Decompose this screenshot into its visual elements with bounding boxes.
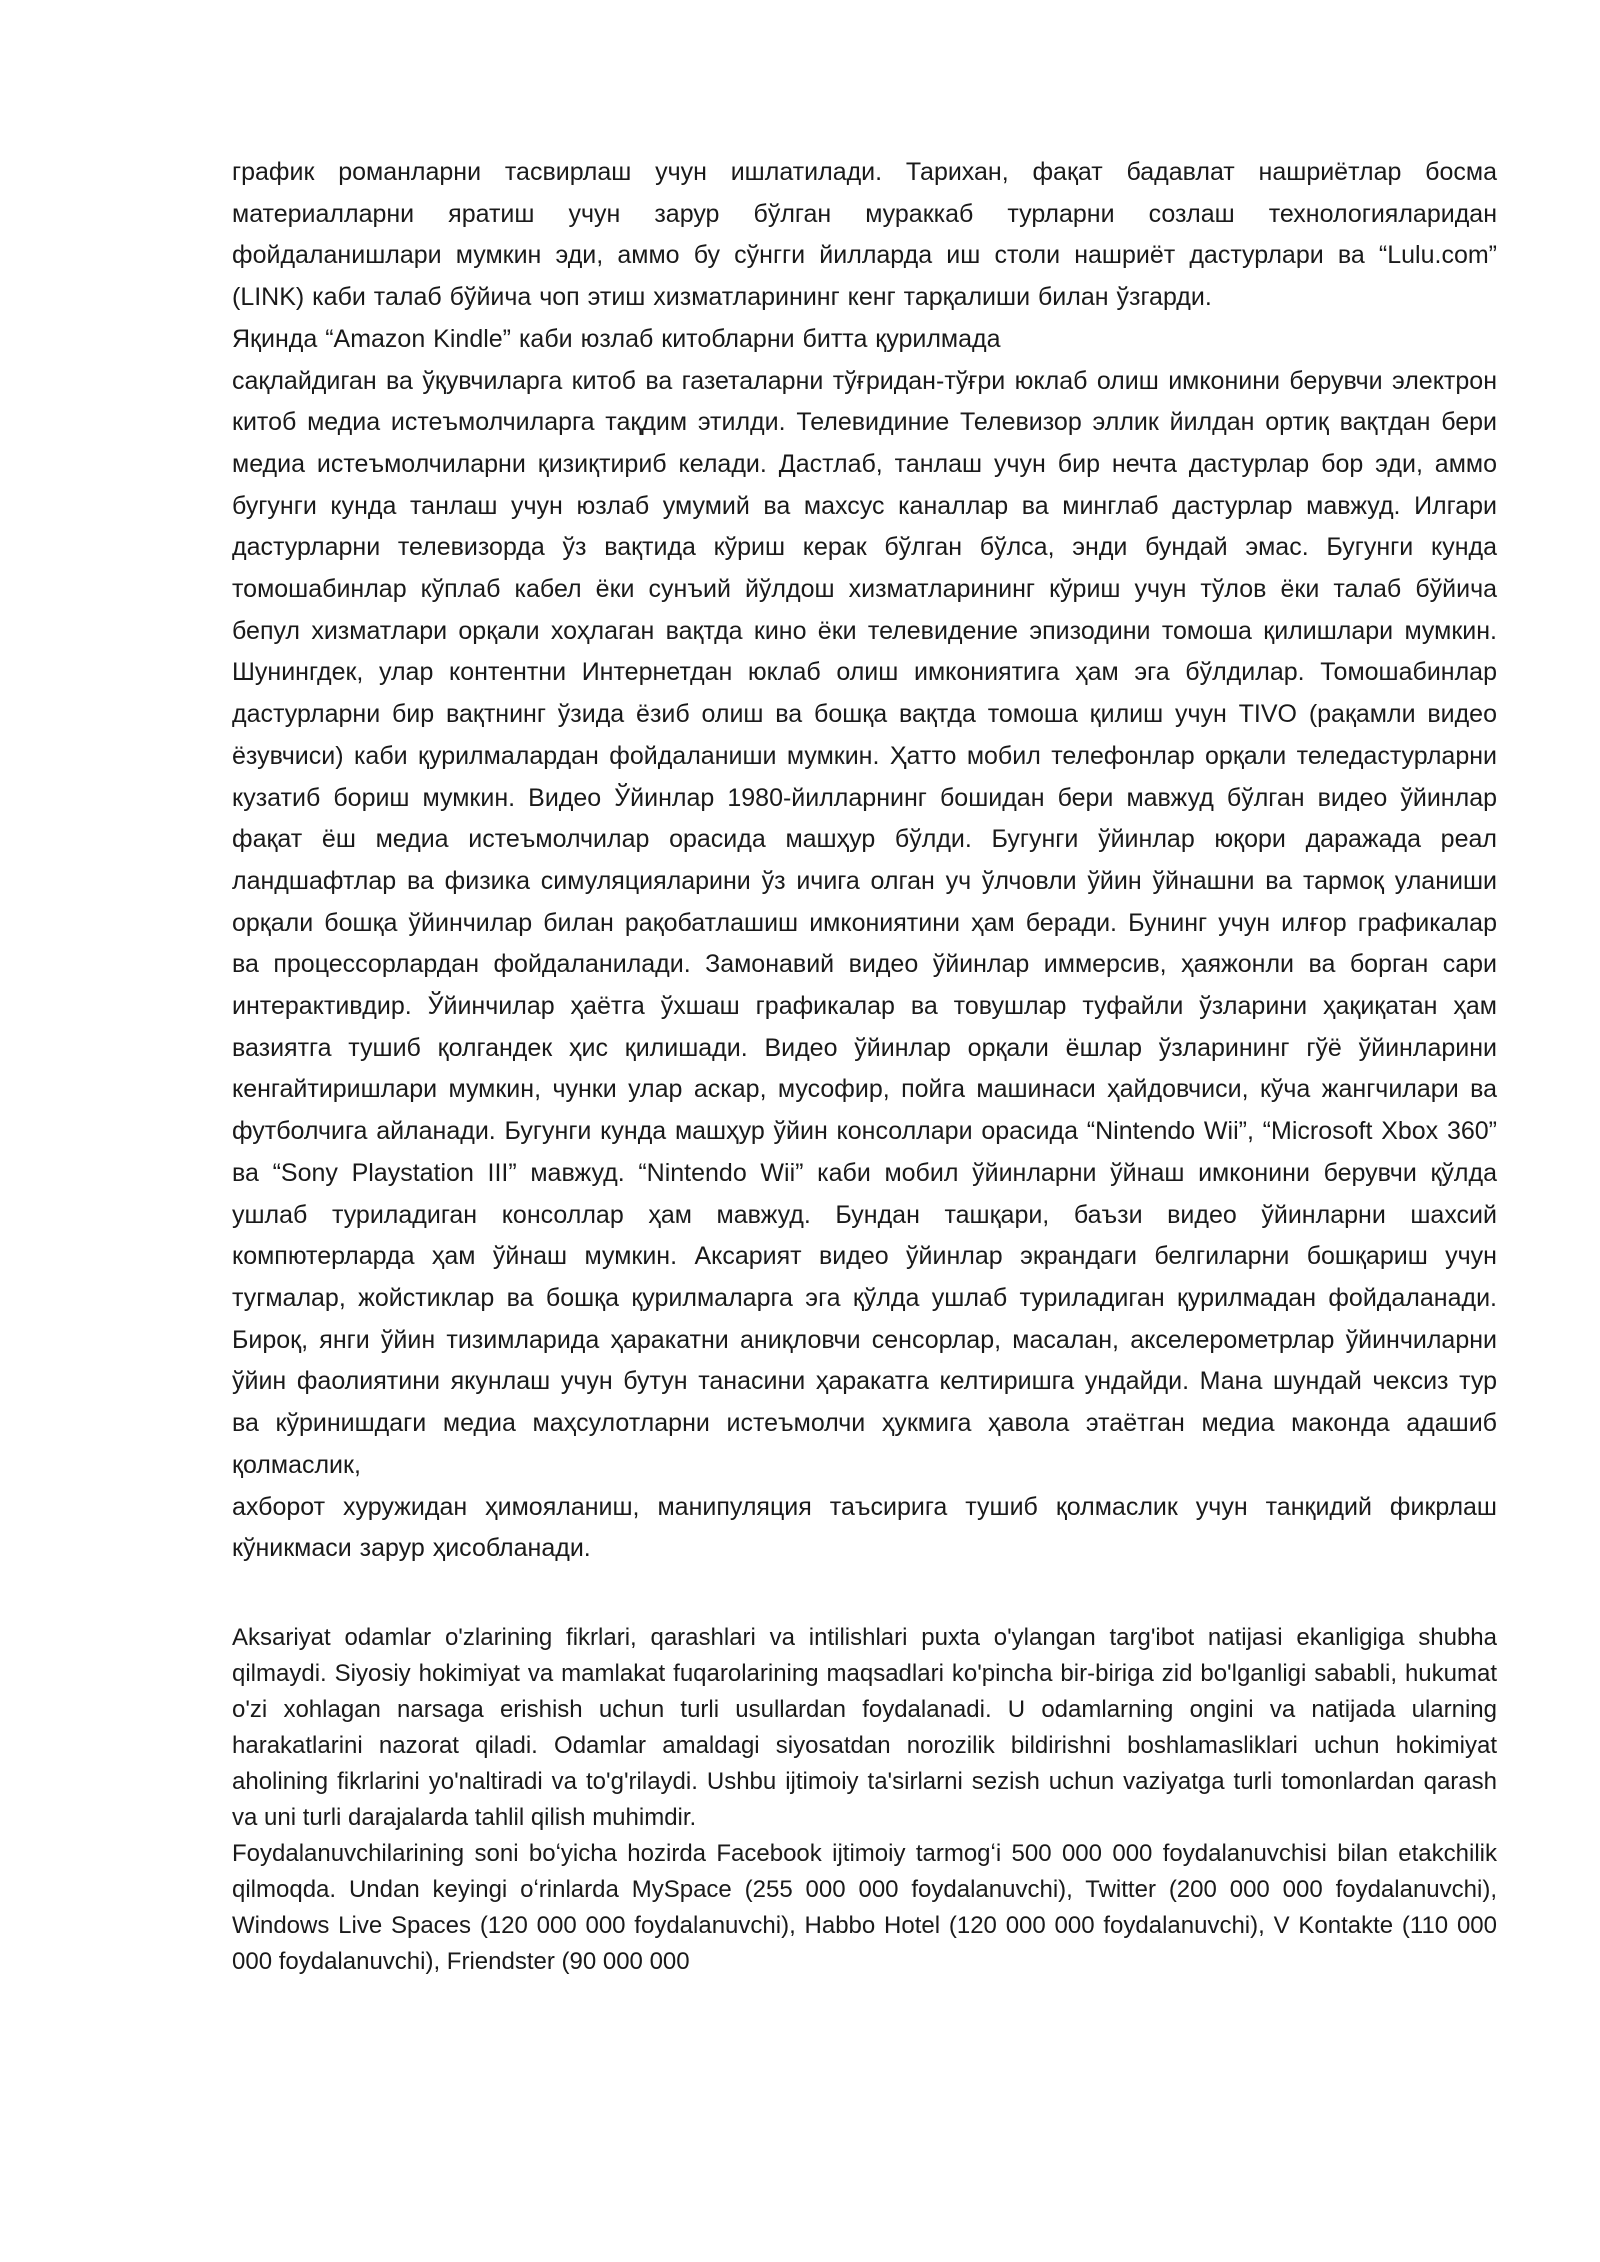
paragraph: Яқинда “Amazon Kindle” каби юзлаб китобларни битта қурилмада	[232, 324, 1001, 353]
document-page	[232, 152, 1497, 1980]
paragraph: график романларни тасвирлаш учун ишлатилади. Тарихан, фақат бадавлат нашриётлар босма материалларни яратиш учун зарур бўлган мураккаб турларни созлаш технологияларидан фойдаланишлари мумкин эди, аммо бу сўнгги йилларда иш столи нашриёт дастурлари ва “Lulu.com” (LINK) каби талаб бўйича чоп этиш хизматларининг кенг тарқалиши билан ўзгарди.	[232, 158, 1497, 312]
paragraph: сақлайдиган ва ўқувчиларга китоб ва газеталарни тўғридан-тўғри юклаб олиш имконини берувчи электрон китоб медиа истеъмолчиларга тақдим этилди. Телевидиние Телевизор эллик йилдан ортиқ вақтдан бери медиа истеъмолчиларни қизиқтириб келади. Дастлаб, танлаш учун бир нечта дастурлар бор эди, аммо бугунги кунда танлаш учун юзлаб умумий ва махсус каналлар ва минглаб дастурлар мавжуд. Илгари дастурларни телевизорда ўз вақтида кўриш керак бўлган бўлса, энди бундай эмас. Бугунги кунда томошабинлар кўплаб кабел ёки сунъий йўлдош хизматларининг кўриш учун тўлов ёки талаб бўйича бепул хизматлари орқали хоҳлаган вақтда кино ёки телевидение эпизодини томоша қилишлари мумкин. Шунингдек, улар контентни Интернетдан юклаб олиш имкониятига ҳам эга бўлдилар. Томошабинлар дастурларни бир вақтнинг ўзида ёзиб олиш ва бошқа вақтда томоша қилиш учун TIVO (рақамли видео ёзувчиси) каби қурилмалардан фойдаланиши мумкин. Ҳатто мобил телефонлар орқали теледастурларни кузатиб бориш мумкин. Видео Ўйинлар 1980-йилларнинг бошидан бери мавжуд бўлган видео ўйинлар фақат ёш медиа истеъмолчилар орасида машҳур бўлди. Бугунги ўйинлар юқори даражада реал ландшафтлар ва физика симуляцияларини ўз ичига олган уч ўлчовли ўйин ўйнашни ва тармоқ уланиши орқали бошқа ўйинчилар билан рақобатлашиш имкониятини ҳам беради. Бунинг учун илғор графикалар ва процессорлардан фойдаланилади. Замонавий видео ўйинлар иммерсив, ҳаяжонли ва борган сари интерактивдир. Ўйинчилар ҳаётга ўхшаш графикалар ва товушлар туфайли ўзларини ҳақиқатан ҳам вазиятга тушиб қолгандек ҳис қилишади. Видео ўйинлар орқали ёшлар ўзларининг гўё ўйинларини кенгайтиришлари мумкин, чунки улар аскар, мусофир, пойга машинаси ҳайдовчиси, кўча жангчилари ва футболчига айланади. Бугунги кунда машҳур ўйин консоллари орасида “Nintendo Wii”, “Microsoft Xbox 360” ва “Sony Playstation III” мавжуд. “Nintendo Wii” каби мобил ўйинларни ўйнаш имконини берувчи қўлда ушлаб туриладиган консоллар ҳам мавжуд. Бундан ташқари, баъзи видео ўйинларни шахсий компютерларда ҳам ўйнаш мумкин. Аксарият видео ўйинлар экрандаги белгиларни бошқариш учун тугмалар, жойстиклар ва бошқа қурилмаларга эга қўлда ушлаб туриладиган қурилмадан фойдаланади. Бироқ, янги ўйин тизимларида ҳаракатни аниқловчи сенсорлар, масалан, акселерометрлар ўйинчиларни ўйин фаолиятини якунлаш учун бутун танасини ҳаракатга келтиришга ундайди. Мана шундай чексиз тур ва кўринишдаги медиа маҳсулотларни истеъмолчи ҳукмига ҳавола этаётган медиа маконда адашиб қолмаслик,	[232, 366, 1497, 1479]
section-gap	[232, 1570, 1497, 1620]
paragraph: ахборот хуружидан ҳимояланиш, манипуляция таъсирига тушиб қолмаслик учун танқидий фикрлаш кўникмаси зарур ҳисобланади.	[232, 1492, 1497, 1563]
cyrillic-section	[232, 152, 1497, 1570]
paragraph: Foydalanuvchilarining soni boʻyicha hozirda Facebook ijtimoiy tarmogʻi 500 000 000 foydalanuvchisi bilan etakchilik qilmoqda. Undan keyingi oʻrinlarda MySpace (255 000 000 foydalanuvchi), Twitter (200 000 000 foydalanuvchi), Windows Live Spaces (120 000 000 foydalanuvchi), Habbo Hotel (120 000 000 foydalanuvchi), V Kontakte (110 000 000 foydalanuvchi), Friendster (90 000 000	[232, 1839, 1497, 1975]
latin-section	[232, 1620, 1497, 1980]
paragraph: Aksariyat odamlar o'zlarining fikrlari, qarashlari va intilishlari puxta o'ylangan targ'ibot natijasi ekanligiga shubha qilmaydi. Siyosiy hokimiyat va mamlakat fuqarolarining maqsadlari ko'pincha bir-biriga zid bo'lganligi sababli, hukumat o'zi xohlagan narsaga erishish uchun turli usullardan foydalanadi. U odamlarning ongini va natijada ularning harakatlarini nazorat qiladi. Odamlar amaldagi siyosatdan norozilik bildirishni boshlamasliklari uchun hokimiyat aholining fikrlarini yo'naltiradi va to'g'rilaydi. Ushbu ijtimoiy ta'sirlarni sezish uchun vaziyatga turli tomonlardan qarash va uni turli darajalarda tahlil qilish muhimdir.	[232, 1623, 1497, 1831]
